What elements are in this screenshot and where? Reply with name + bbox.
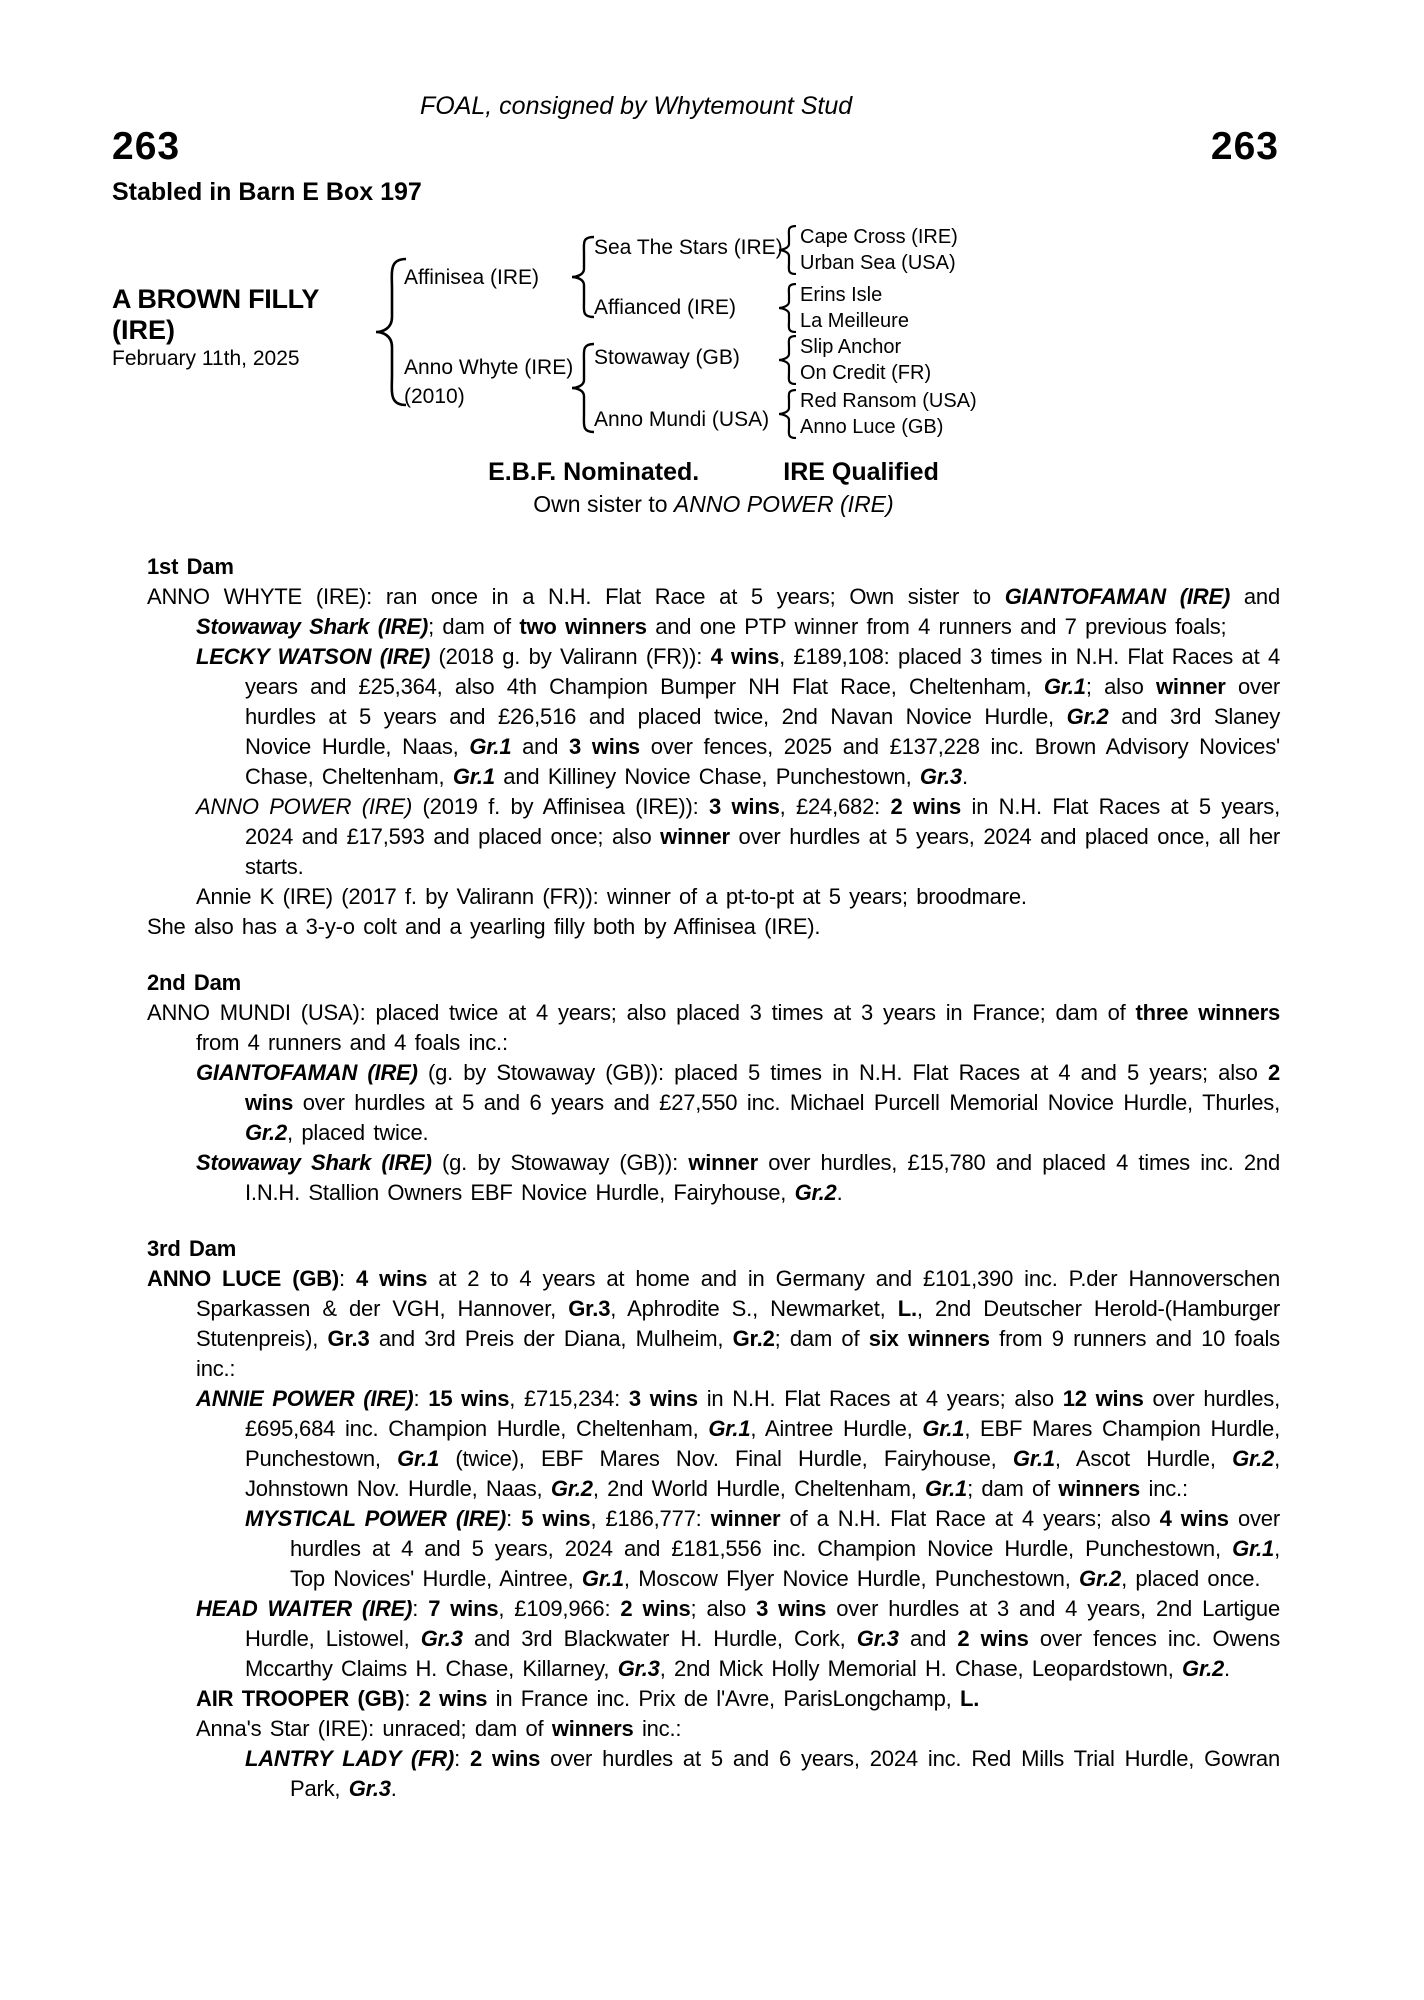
highlighted-text: two winners [519,614,647,639]
body-text: over hurdles at 5 years and £26,516 and placed twice, 2nd Navan Novice Hurdle, [245,674,1280,729]
dams [147,552,1280,1804]
highlighted-text: Gr.1 [922,1416,965,1441]
body-text: (g. by Stowaway (GB)): [431,1150,689,1175]
body-text: . [836,1180,843,1205]
body-text: , £109,966: [498,1596,621,1621]
pedigree-entry [147,642,1280,792]
gen3-name-8: Anno Luce (GB) [800,416,944,438]
pedigree-brace-sire [570,235,596,319]
highlighted-text: GIANTOFAMAN (IRE) [196,1060,418,1085]
highlighted-text: HEAD WAITER (IRE) [196,1596,413,1621]
highlighted-text: Gr.2 [1079,1566,1122,1591]
highlighted-text: Gr.3 [348,1776,391,1801]
pedigree-entry [147,1714,1280,1744]
body-text: . [390,1776,397,1801]
body-text: : [454,1746,471,1771]
body-text: (2019 f. by Affinisea (IRE)): [412,794,710,819]
body-text: , Moscow Flyer Novice Hurdle, Punchestown, [623,1566,1080,1591]
body-text: from 4 runners and 4 foals inc.: [196,1030,508,1055]
body-text: ; dam of [774,1326,869,1351]
gen3-name-2: Urban Sea (USA) [800,252,956,274]
highlighted-text: Gr.1 [1232,1536,1275,1561]
pedigree-entry [147,998,1280,1058]
body-text: in France inc. Prix de l'Avre, ParisLongchamp, [487,1686,960,1711]
body-text: over fences, 2025 and £137,228 inc. Brown Advisory Novices' Chase, Cheltenham, [245,734,1280,789]
pedigree-entry [147,912,1280,942]
body-text: (2018 g. by Valirann (FR)): [430,644,711,669]
body-text: over hurdles at 4 and 5 years, 2024 and £181,556 inc. Champion Novice Hurdle, Punchestown, [290,1506,1280,1561]
body-text: inc.: [1140,1476,1188,1501]
highlighted-text: Gr.3 [919,764,962,789]
pedigree-brace-dam [570,342,596,434]
dam-year: (2010) [404,385,465,408]
stabled-location: Stabled in Barn E Box 197 [112,178,422,206]
body-text: ; dam of [967,1476,1059,1501]
body-text: , 2nd Deutscher Herold-(Hamburger Stutenpreis), [196,1296,1281,1351]
body-text: over fences inc. Owens Mccarthy Claims H. Chase, Killarney, [245,1626,1281,1681]
body-text: ; dam of [428,614,520,639]
highlighted-text: 12 wins [1062,1386,1144,1411]
body-text: over hurdles at 3 and 4 years, 2nd Lartigue Hurdle, Listowel, [245,1596,1281,1651]
subject-foaling-date: February 11th, 2025 [112,347,300,370]
highlighted-text: 2 wins [245,1060,1281,1115]
body-text: and [511,734,570,759]
dam-section [147,552,1280,942]
dam-name: Anno Whyte (IRE) [404,356,574,379]
lot-number-right: 263 [1210,125,1279,168]
seconddam-name: Anno Mundi (USA) [594,408,770,431]
body-text: , Aintree Hurdle, [750,1416,923,1441]
pedigree-entry [147,1264,1280,1384]
body-text: over hurdles, £15,780 and placed 4 times inc. 2nd I.N.H. Stallion Owners EBF Novice Hurdle, Fairyhouse, [245,1150,1280,1205]
body-text: , placed once. [1121,1566,1261,1591]
body-text: Annie K (IRE) (2017 f. by Valirann (FR)): winner of a pt-to-pt at 5 years; broodmare. [196,884,1027,909]
body-text: over hurdles at 5 and 6 years and £27,550 inc. Michael Purcell Memorial Novice Hurdle, Thurles, [293,1090,1280,1115]
body-text: , £189,108: placed 3 times in N.H. Flat Races at 4 years and £25,364, also 4th Champion Bumper NH Flat Race, Cheltenham, [245,644,1280,699]
pedigree-entry [147,1744,1280,1804]
pedigree-brace-gen3-1 [778,225,798,275]
damsire-name: Stowaway (GB) [594,346,740,369]
gen3-name-4: La Meilleure [800,310,909,332]
body-text: ANNO WHYTE (IRE): ran once in a N.H. Flat Race at 5 years; Own sister to [147,584,1005,609]
highlighted-text: winner [710,1506,781,1531]
dam-heading: 3rd Dam [147,1236,237,1261]
highlighted-text: 4 wins [356,1266,428,1291]
body-text: inc.: [633,1716,682,1741]
body-text: over hurdles at 5 and 6 years, 2024 inc. Red Mills Trial Hurdle, Gowran Park, [290,1746,1280,1801]
body-text: and one PTP winner from 4 runners and 7 previous foals; [646,614,1227,639]
highlighted-text: Stowaway Shark (IRE) [196,614,429,639]
body-text: and 3rd Slaney Novice Hurdle, Naas, [245,704,1280,759]
pedigree-brace-gen1 [374,257,408,407]
highlighted-text: Gr.2 [1066,704,1109,729]
highlighted-text: L. [897,1296,917,1321]
gen3-name-6: On Credit (FR) [800,362,932,384]
highlighted-text: Gr.3 [420,1626,463,1651]
gen3-name-1: Cape Cross (IRE) [800,226,958,248]
highlighted-text: 3 wins [756,1596,827,1621]
highlighted-text: AIR TROOPER (GB) [196,1686,405,1711]
dam-heading: 2nd Dam [147,970,242,995]
body-text: from 9 runners and 10 foals inc.: [196,1326,1280,1381]
highlighted-text: 3 wins [709,794,780,819]
pedigree-entry [147,1594,1280,1684]
highlighted-text: Gr.1 [708,1416,751,1441]
body-text: in N.H. Flat Races at 5 years, 2024 and £17,593 and placed once; also [245,794,1281,849]
body-text: (g. by Stowaway (GB)): placed 5 times in N.H. Flat Races at 4 and 5 years; also [417,1060,1268,1085]
body-text: : [339,1266,357,1291]
highlighted-text: 2 wins [418,1686,488,1711]
pedigree-entry [147,582,1280,642]
highlighted-text: 2 wins [470,1746,541,1771]
highlighted-text: Gr.3 [617,1656,660,1681]
body-text: and [1230,584,1281,609]
pedigree-entry [147,1684,1280,1714]
pedigree-entry [147,1148,1280,1208]
body-text: and Killiney Novice Chase, Punchestown, [494,764,920,789]
body-text: , Ascot Hurdle, [1054,1446,1233,1471]
body-text: : [506,1506,522,1531]
body-text: and [898,1626,958,1651]
highlighted-text: 5 wins [521,1506,591,1531]
highlighted-text: 2 wins [620,1596,691,1621]
highlighted-text: Gr.2 [1182,1656,1225,1681]
highlighted-text: 15 wins [428,1386,510,1411]
highlighted-text: Gr.3 [568,1296,611,1321]
body-text: at 2 to 4 years at home and in Germany and £101,390 inc. P.der Hannoverschen Sparkassen & der VGH, Hannover, [196,1266,1280,1321]
body-text: . [961,764,968,789]
highlighted-text: Gr.1 [469,734,512,759]
highlighted-text: LANTRY LADY (FR) [245,1746,455,1771]
highlighted-text: 4 wins [1159,1506,1229,1531]
body-text: , Johnstown Nov. Hurdle, Naas, [245,1446,1280,1501]
pedigree-entry [147,1384,1280,1504]
body-text: ; also [1085,674,1156,699]
gen3-name-3: Erins Isle [800,284,883,306]
highlighted-text: Gr.2 [1232,1446,1275,1471]
body-text: , 2nd Mick Holly Memorial H. Chase, Leopardstown, [659,1656,1183,1681]
highlighted-text: Gr.3 [856,1626,899,1651]
highlighted-text: Gr.1 [581,1566,624,1591]
dam-section [147,968,1280,1208]
lot-number-left: 263 [112,125,181,168]
nomination-line [147,458,1280,487]
highlighted-text: Gr.1 [1012,1446,1055,1471]
body-text: : [404,1686,419,1711]
highlighted-text: Stowaway Shark (IRE) [196,1150,432,1175]
body-text: , EBF Mares Champion Hurdle, Punchestown, [245,1416,1280,1471]
highlighted-text: Gr.2 [732,1326,775,1351]
body-text: She also has a 3-y-o colt and a yearling filly both by Affinisea (IRE). [147,914,821,939]
body-text: and 3rd Preis der Diana, Mulheim, [369,1326,733,1351]
highlighted-text: Gr.1 [1043,674,1086,699]
highlighted-text: Gr.2 [245,1120,288,1145]
highlighted-text: 7 wins [428,1596,499,1621]
highlighted-text: winners [1058,1476,1141,1501]
highlighted-text: ANNO POWER (IRE) [196,794,413,819]
body-text: , placed twice. [287,1120,429,1145]
highlighted-text: MYSTICAL POWER (IRE) [245,1506,507,1531]
body-text: of a N.H. Flat Race at 4 years; also [780,1506,1160,1531]
body-text: , Top Novices' Hurdle, Aintree, [290,1536,1280,1591]
highlighted-text: Gr.1 [925,1476,968,1501]
pedigree-entry [147,882,1280,912]
highlighted-text: winner [688,1150,759,1175]
body-text: over hurdles at 5 years, 2024 and placed once, all her starts. [245,824,1280,879]
own-sister-prefix: Own sister to [533,491,674,517]
dam-section [147,1234,1280,1804]
own-sister-name: ANNO POWER (IRE) [673,491,894,517]
body-text: ANNO MUNDI (USA): placed twice at 4 years; also placed 3 times at 3 years in France; dam of [147,1000,1136,1025]
highlighted-text: six winners [868,1326,990,1351]
pedigree-brace-gen3-2 [778,283,798,333]
body-text: , £186,777: [590,1506,711,1531]
highlighted-text: 2 wins [957,1626,1029,1651]
highlighted-text: winner [1155,674,1226,699]
highlighted-text: ANNO LUCE (GB) [147,1266,340,1291]
ire-qualified-text: IRE Qualified [783,458,939,486]
pedigree-entry [147,792,1280,882]
body-text: and 3rd Blackwater H. Hurdle, Cork, [462,1626,857,1651]
subject-name: A BROWN FILLY [112,284,320,314]
highlighted-text: Gr.1 [397,1446,440,1471]
body-text: : [412,1596,429,1621]
gen3-name-5: Slip Anchor [800,336,902,358]
highlighted-text: Gr.3 [327,1326,370,1351]
sire-name: Affinisea (IRE) [404,266,539,289]
body-text: , Aphrodite S., Newmarket, [610,1296,898,1321]
highlighted-text: 2 wins [890,794,962,819]
body-text: . [1224,1656,1230,1681]
body-text: : [413,1386,429,1411]
highlighted-text: Gr.1 [452,764,495,789]
highlighted-text: GIANTOFAMAN (IRE) [1004,584,1231,609]
highlighted-text: L. [959,1686,980,1711]
gen3-name-7: Red Ransom (USA) [800,390,977,412]
highlighted-text: Gr.2 [794,1180,837,1205]
subject-country: (IRE) [112,315,175,345]
highlighted-text: LECKY WATSON (IRE) [196,644,431,669]
ebf-nominated-text: E.B.F. Nominated. [488,458,700,486]
body-text: , 2nd World Hurdle, Cheltenham, [592,1476,926,1501]
own-sister-line [147,491,1280,518]
body-text: , £715,234: [509,1386,629,1411]
pedigree-brace-gen3-3 [778,335,798,385]
consignment-title: FOAL, consigned by Whytemount Stud [420,92,853,120]
highlighted-text: winners [551,1716,634,1741]
body-text: Anna's Star (IRE): unraced; dam of [196,1716,552,1741]
highlighted-text: winner [660,824,730,849]
highlighted-text: Gr.2 [550,1476,593,1501]
body-text: , £24,682: [779,794,891,819]
pedigree-entry [147,1058,1280,1148]
body-text: over hurdles, £695,684 inc. Champion Hurdle, Cheltenham, [245,1386,1281,1441]
highlighted-text: three winners [1135,1000,1280,1025]
body-text: in N.H. Flat Races at 4 years; also [697,1386,1063,1411]
highlighted-text: ANNIE POWER (IRE) [196,1386,414,1411]
body-text: ; also [690,1596,757,1621]
highlighted-text: 4 wins [710,644,780,669]
highlighted-text: 3 wins [569,734,640,759]
granddam-name: Affianced (IRE) [594,296,737,319]
body-text: (twice), EBF Mares Nov. Final Hurdle, Fairyhouse, [439,1446,1013,1471]
highlighted-text: 3 wins [628,1386,698,1411]
grandsire-name: Sea The Stars (IRE) [594,236,783,259]
pedigree-entry [147,1504,1280,1594]
pedigree-brace-gen3-4 [778,389,798,439]
dam-heading: 1st Dam [147,554,234,579]
